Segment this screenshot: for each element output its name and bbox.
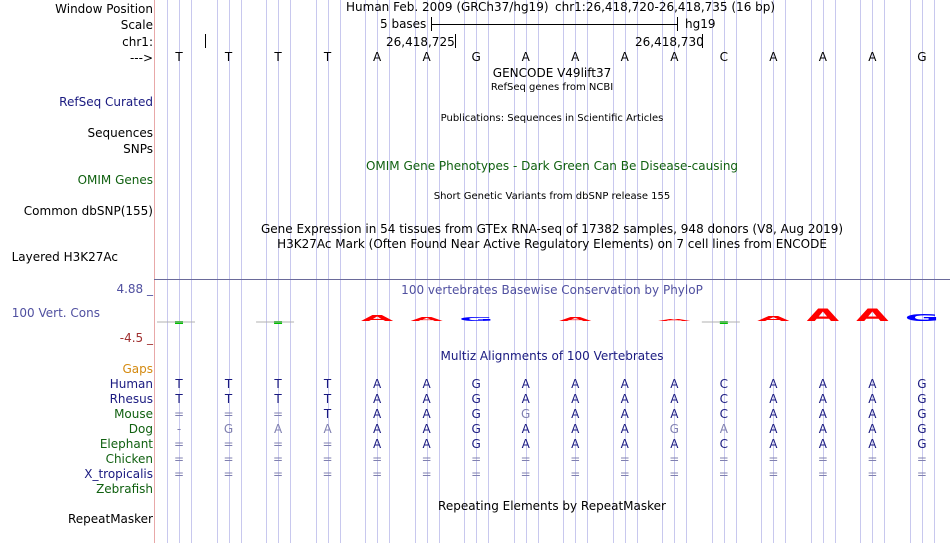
alignment-base: A: [670, 437, 679, 451]
alignment-base: =: [372, 467, 383, 481]
alignment-base: =: [718, 452, 729, 466]
base-letter: A: [769, 50, 778, 64]
base-letter: T: [224, 50, 233, 64]
base-letter: G: [917, 50, 927, 64]
base-letter: G: [471, 50, 481, 64]
cons-track-label[interactable]: 100 Vert. Cons: [11, 306, 100, 320]
alignment-base: =: [867, 452, 878, 466]
alignment-base: A: [373, 377, 382, 391]
alignment-base: T: [274, 377, 282, 391]
alignment-base: =: [867, 467, 878, 481]
alignment-base: A: [620, 377, 629, 391]
alignment-base: G: [669, 422, 679, 436]
alignment-base: G: [471, 377, 481, 391]
gtex-track-title: Gene Expression in 54 tissues from GTEx RNA-seq of 17382 samples, 948 donors (V8, Aug 2019): [260, 222, 844, 236]
alignment-base: G: [917, 377, 927, 391]
alignment-base: A: [868, 392, 877, 406]
alignment-base: A: [521, 437, 530, 451]
alignment-base: A: [670, 377, 679, 391]
gaps-label: Gaps: [122, 362, 153, 376]
alignment-base: =: [669, 467, 680, 481]
alignment-base: C: [719, 392, 729, 406]
dbsnp-track-label[interactable]: Common dbSNP(155): [23, 204, 153, 218]
alignment-base: A: [521, 377, 530, 391]
alignment-base: G: [521, 407, 531, 421]
base-letter: A: [620, 50, 629, 64]
base-letter: C: [719, 50, 729, 64]
alignment-base: G: [471, 437, 481, 451]
alignment-base: A: [620, 407, 629, 421]
alignment-base: T: [224, 377, 233, 391]
alignment-base: =: [471, 452, 482, 466]
alignment-base: G: [471, 392, 481, 406]
alignment-base: =: [916, 452, 927, 466]
alignment-base: =: [372, 452, 383, 466]
alignment-base: =: [570, 452, 581, 466]
alignment-base: A: [571, 422, 580, 436]
alignment-base: =: [619, 467, 630, 481]
species-label[interactable]: X_tropicalis: [84, 467, 153, 481]
alignment-base: A: [422, 407, 431, 421]
alignment-base: C: [719, 377, 729, 391]
strand-label: --->: [129, 51, 153, 65]
alignment-base: A: [818, 392, 827, 406]
alignment-base: C: [719, 407, 729, 421]
base-letter: A: [521, 50, 530, 64]
omim-track-title: OMIM Gene Phenotypes - Dark Green Can Be Disease-causing: [365, 159, 739, 173]
alignment-base: A: [620, 422, 629, 436]
alignment-base: A: [571, 377, 580, 391]
species-label[interactable]: Dog: [128, 422, 153, 436]
scale-text: 5 bases: [380, 17, 427, 31]
alignment-base: A: [422, 377, 431, 391]
alignment-base: =: [520, 467, 531, 481]
base-letter: A: [571, 50, 580, 64]
cons-min-label: -4.5 _: [119, 331, 153, 345]
alignment-base: =: [570, 467, 581, 481]
publications-track-title: Publications: Sequences in Scientific Articles: [440, 113, 664, 124]
species-label[interactable]: Human: [109, 377, 153, 391]
h3k27ac-track-title: H3K27Ac Mark (Often Found Near Active Regulatory Elements) on 7 cell lines from ENCODE: [277, 237, 827, 251]
alignment-base: =: [471, 467, 482, 481]
refseq-track-title: RefSeq genes from NCBI: [490, 82, 614, 93]
cons-track-title: 100 vertebrates Basewise Conservation by PhyloP: [401, 283, 703, 297]
alignment-base: =: [619, 452, 630, 466]
alignment-base: A: [620, 392, 629, 406]
alignment-base: =: [223, 452, 234, 466]
alignment-base: A: [373, 407, 382, 421]
alignment-base: T: [323, 407, 332, 421]
alignment-base: A: [521, 392, 530, 406]
alignment-base: A: [868, 377, 877, 391]
alignment-base: A: [818, 407, 827, 421]
phylop-letter: G: [458, 316, 494, 323]
alignment-base: =: [817, 467, 828, 481]
base-letter: T: [175, 50, 183, 64]
snps-track-label[interactable]: SNPs: [123, 142, 153, 156]
alignment-base: C: [719, 437, 729, 451]
alignment-base: G: [471, 422, 481, 436]
base-letter: A: [373, 50, 382, 64]
coord-label-2: 26,418,730: [635, 35, 704, 49]
alignment-base: T: [323, 392, 332, 406]
alignment-base: T: [323, 377, 332, 391]
gencode-track-title: GENCODE V49lift37: [492, 66, 612, 80]
repeatmasker-track-label[interactable]: RepeatMasker: [67, 512, 153, 526]
phylop-letter: A: [658, 319, 691, 322]
alignment-base: A: [769, 437, 778, 451]
species-label[interactable]: Elephant: [99, 437, 153, 451]
phylop-letter: A: [558, 316, 592, 323]
multiz-track-title: Multiz Alignments of 100 Vertebrates: [440, 349, 664, 363]
alignment-base: G: [917, 422, 927, 436]
assembly-text: Human Feb. 2009 (GRCh37/hg19): [346, 0, 549, 14]
alignment-base: G: [917, 437, 927, 451]
alignment-base: =: [173, 452, 185, 466]
alignment-base: =: [669, 452, 680, 466]
alignment-base: A: [818, 422, 827, 436]
alignment-base: A: [769, 377, 778, 391]
alignment-base: =: [173, 467, 185, 481]
alignment-base: =: [273, 407, 284, 421]
alignment-base: A: [769, 392, 778, 406]
refseq-track-label[interactable]: RefSeq Curated: [59, 95, 153, 109]
base-letter: A: [422, 50, 431, 64]
alignment-base: G: [917, 392, 927, 406]
alignment-base: =: [273, 452, 284, 466]
alignment-base: A: [670, 392, 679, 406]
alignment-base: A: [373, 422, 382, 436]
alignment-base: A: [719, 422, 728, 436]
phylop-letter: A: [856, 305, 889, 326]
alignment-base: G: [471, 407, 481, 421]
species-label[interactable]: Mouse: [114, 407, 153, 421]
species-label[interactable]: Zebrafish: [96, 482, 153, 496]
alignment-base: =: [223, 467, 234, 481]
species-label[interactable]: Rhesus: [109, 392, 153, 406]
base-letter: T: [323, 50, 332, 64]
alignment-base: T: [274, 392, 282, 406]
alignment-base: =: [173, 407, 185, 421]
alignment-base: A: [571, 407, 580, 421]
alignment-base: A: [571, 392, 580, 406]
alignment-base: A: [373, 437, 382, 451]
scale-db-text: hg19: [685, 17, 716, 31]
dbsnp-track-title: Short Genetic Variants from dbSNP release 155: [433, 191, 671, 202]
phylop-letter: A: [410, 316, 443, 323]
alignment-base: A: [273, 422, 283, 436]
base-letter: A: [818, 50, 827, 64]
alignment-base: A: [422, 392, 431, 406]
base-letter: A: [670, 50, 679, 64]
phylop-letter: A: [360, 314, 394, 324]
alignment-base: A: [769, 422, 778, 436]
sequences-track-label[interactable]: Sequences: [87, 126, 153, 140]
repeatmasker-track-title: Repeating Elements by RepeatMasker: [438, 499, 666, 513]
alignment-base: A: [422, 437, 431, 451]
alignment-base: G: [917, 407, 927, 421]
alignment-base: A: [323, 422, 332, 436]
alignment-base: A: [868, 437, 877, 451]
base-letter: T: [274, 50, 282, 64]
phylop-letter: G: [904, 312, 940, 324]
alignment-base: A: [670, 407, 679, 421]
alignment-base: =: [273, 467, 284, 481]
scale-label: Scale: [120, 18, 153, 32]
species-label[interactable]: Chicken: [105, 452, 153, 466]
alignment-base: =: [223, 407, 234, 421]
alignment-base: A: [818, 437, 827, 451]
alignment-base: =: [223, 437, 234, 451]
alignment-base: =: [273, 437, 284, 451]
alignment-base: A: [422, 422, 431, 436]
alignment-base: A: [620, 437, 629, 451]
chrom-label: chr1:: [122, 35, 153, 49]
base-letter: A: [868, 50, 877, 64]
alignment-base: =: [817, 452, 828, 466]
phylop-letter: A: [757, 315, 790, 323]
alignment-base: =: [322, 467, 333, 481]
alignment-base: =: [322, 437, 333, 451]
position-text: chr1:26,418,720-26,418,735 (16 bp): [555, 0, 776, 14]
alignment-base: A: [868, 422, 877, 436]
alignment-base: =: [520, 452, 531, 466]
alignment-base: T: [224, 392, 233, 406]
alignment-base: =: [916, 467, 927, 481]
alignment-base: T: [175, 392, 183, 406]
phylop-letter: A: [806, 305, 840, 326]
alignment-base: =: [322, 452, 333, 466]
alignment-base: =: [421, 467, 432, 481]
alignment-base: A: [373, 392, 382, 406]
alignment-base: -: [176, 422, 182, 436]
omim-track-label[interactable]: OMIM Genes: [77, 173, 153, 187]
alignment-base: =: [718, 467, 729, 481]
cons-max-label: 4.88 _: [116, 282, 153, 296]
alignment-base: =: [173, 437, 185, 451]
alignment-base: A: [571, 437, 580, 451]
window-position-label: Window Position: [55, 2, 153, 16]
h3k27ac-track-label[interactable]: Layered H3K27Ac: [11, 250, 118, 264]
alignment-base: G: [223, 422, 234, 436]
alignment-base: A: [868, 407, 877, 421]
coord-label-1: 26,418,725: [386, 35, 455, 49]
alignment-base: =: [768, 467, 779, 481]
alignment-base: A: [818, 377, 827, 391]
alignment-base: T: [175, 377, 183, 391]
alignment-base: A: [769, 407, 778, 421]
alignment-base: =: [768, 452, 779, 466]
alignment-base: =: [421, 452, 432, 466]
alignment-base: A: [521, 422, 530, 436]
